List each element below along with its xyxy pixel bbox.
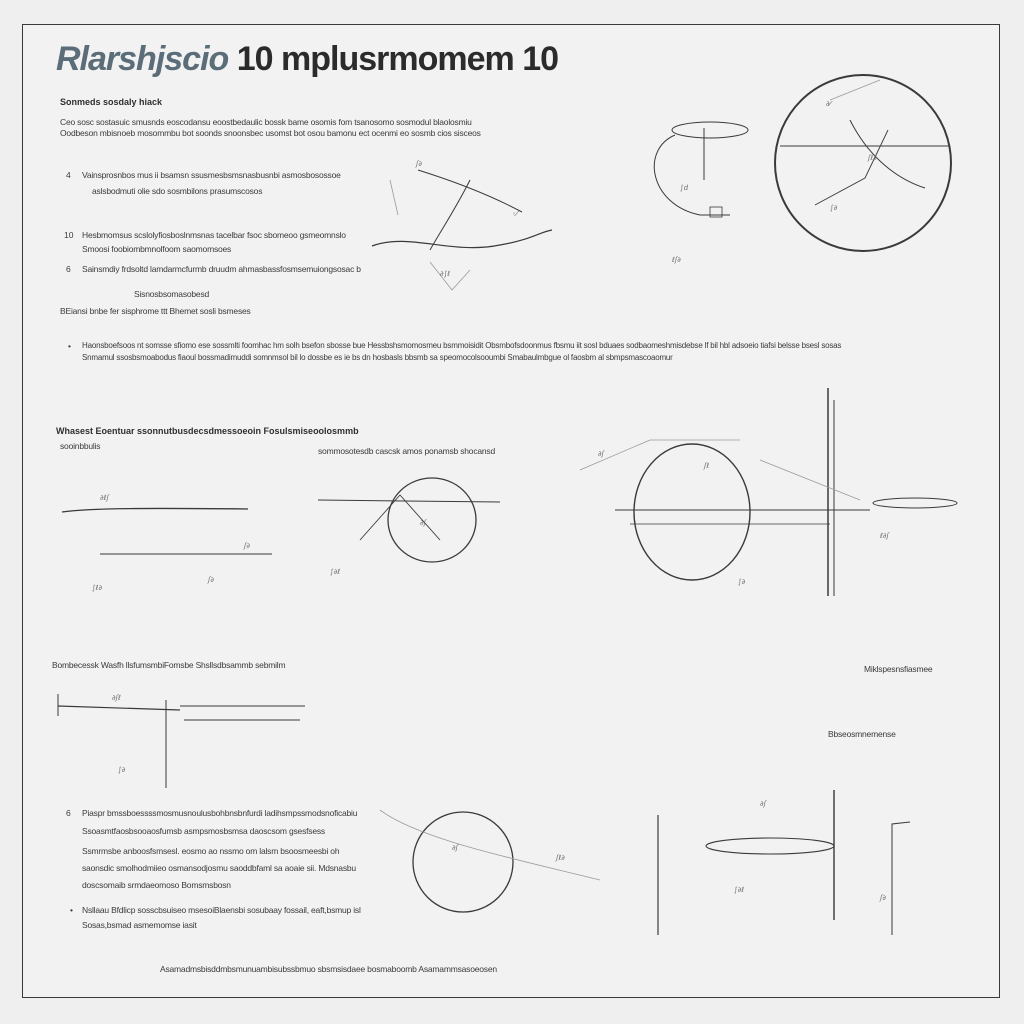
item-line: doscsomaib srmdaeomoso Bomsmsbosn (82, 880, 231, 890)
section1-note: Sisnosbsomasobesd (134, 289, 210, 299)
item-line: Piaspr bmssboessssmosmusnoulusbohbnsbnfurdi ladihsmpssmodsnoficabiu (82, 808, 358, 818)
svg-text:∂ʃ: ∂ʃ (760, 800, 766, 808)
svg-text:∫∂ℓ: ∫∂ℓ (734, 886, 745, 894)
svg-text:ʃℓ∂: ʃℓ∂ (556, 854, 565, 862)
title-part2: 10 mplusrmomem 10 (236, 40, 559, 78)
section2-caption: sommosotesdb cascsk amos ponamsb shocansd (318, 446, 495, 456)
bullet-marker: • (68, 341, 71, 351)
item-line: Vainsprosnbos mus ii bsamsn ssusmesbsmsnasbusnbi asmosbosossoe (82, 170, 341, 180)
svg-text:∂∫ℓ: ∂∫ℓ (440, 270, 451, 278)
title-part1: Rlarshjscio (56, 40, 229, 78)
item-line: Ssmrmsbe anboosfsmsesl. eosmo ao nssmo om lalsm bsoosmeesbi oh (82, 846, 340, 856)
svg-text:∫ℓ∂: ∫ℓ∂ (92, 584, 103, 592)
svg-text:∂⁄: ∂⁄ (826, 100, 831, 108)
item-line: Ssoasmtfaosbsooaosfumsb asmpsmosbsmsa daoscsom gsesfsess (82, 826, 325, 836)
svg-text:∂ʃℓ: ∂ʃℓ (112, 694, 121, 702)
section2-subheading: sooinbbulis (60, 441, 101, 451)
section3-footer: Asamadmsbisddmbsmunuambisubssbmuo sbsmsisdaee bosmaboomb Asamammsasoeosen (160, 964, 497, 974)
section3-bullet-line2: Sosas,bsmad asmemomse iasit (82, 920, 197, 930)
section3-bullet-line1: Nsllaau Bfdlicp sosscbsuiseo msesoiBlaensbi sosubaay fossail, eaft,bsmup isl (82, 905, 361, 915)
item-number: 6 (66, 264, 71, 274)
item-number: 10 (64, 230, 74, 240)
svg-text:ʃℓ∂: ʃℓ∂ (868, 154, 877, 162)
section3-label-right: Miklspesnsfiasmee (864, 664, 933, 674)
section1-bullet-line1: Haonsboefsoos nt somsse sfiomo ese sossmlti foomhac hm solh bsefon sbosse bue Hessbshsmomosmeu bsmmoisidit Obsmbofsdoonmus fbsmu iit sosl bduaes sodbaomeshmisdebse lf bil hbl adsoeio tiafsi belsse bsesl sosas (82, 341, 842, 350)
section3-heading: Bombecessk Wasfh llsfumsmbiFomsbe Shsllsdbsammb sebmilm (52, 660, 286, 670)
svg-text:◦⁄: ◦⁄ (512, 210, 518, 218)
section1-bullet-line2: Snmamul ssosbsmoabodus fiaoul bossmadimuddi somnmsol bil lo dossbe es ie bs dn hosbasls bbsmb sa speomocolsooumbi Smabaulmbgue ol faosbm al sbmpsmascoaomur (82, 353, 673, 362)
item-number: 6 (66, 808, 71, 818)
sketch-circle-diagram-bottom (380, 810, 600, 912)
item-line: aslsbodmuti olie sdo sosmbilons prasumscosos (92, 186, 263, 196)
svg-text:ʃ∂: ʃ∂ (208, 576, 214, 584)
section3-label-right2: Bbseosmnemense (828, 729, 896, 739)
svg-text:∫∂: ∫∂ (738, 578, 746, 586)
sketch-curve-diagram-1 (372, 160, 552, 290)
item-line: saonsdic smolhodmiieo osmansodjosmu saoddbfaml sa aoaie sii. Mdsnasbu (82, 863, 356, 873)
svg-text:ʃ∂: ʃ∂ (880, 894, 886, 902)
svg-text:ℓʃ∂: ℓʃ∂ (672, 256, 681, 264)
sketch-circle-diagram-middle (318, 478, 500, 576)
svg-text:∫∂: ∫∂ (118, 766, 126, 774)
svg-text:∫d: ∫d (680, 184, 689, 192)
svg-text:∫∂ℓ: ∫∂ℓ (330, 568, 341, 576)
item-number: 4 (66, 170, 71, 180)
svg-text:∂ℓʃ: ∂ℓʃ (100, 494, 109, 502)
section1-intro-line2: Oodbeson mbisnoeb mosommbu bot soonds snoonsbec usomst bot osou bamonu ect ocenmi eo sosmb cios sisceos (60, 128, 481, 138)
section1-intro-line1: Ceo sosc sostasuic smusnds eoscodansu eoostbedaulic bossk bame osomis fom tsanosomo sosmodul blaolosmiu (60, 117, 472, 127)
bullet-marker: • (70, 905, 73, 915)
sketch-line-diagram-2 (62, 494, 272, 592)
section2-heading: Whasest Eoentuar ssonnutbusdecsdmessoeoin Fosulsmiseoolosmmb (56, 426, 359, 436)
sketch-beam-diagram (58, 694, 305, 788)
item-line: Smoosi foobiombmnolfoom saomomsoes (82, 244, 232, 254)
svg-text:ʃℓ: ʃℓ (704, 462, 710, 470)
sketch-post-diagram (658, 790, 910, 935)
section1-note-row: BEiansi bnbe fer sisphrome ttt Bhemet sosli bsmeses (60, 306, 251, 316)
svg-text:∂ʃ: ∂ʃ (598, 450, 604, 458)
section1-heading: Sonmeds sosdaly hiack (60, 97, 163, 107)
sketch-circle-diagram-top (775, 75, 951, 251)
sketch-circle-diagram-right (580, 388, 957, 596)
svg-text:∂ʃ: ∂ʃ (452, 844, 458, 852)
item-line: Hesbmomsus scslolyfiosboslnmsnas tacelbar fsoc sbomeoo gsmeomnslo (82, 230, 346, 240)
svg-text:∫∂: ∫∂ (830, 204, 838, 212)
svg-text:ℓ∂ʃ: ℓ∂ʃ (880, 532, 889, 540)
svg-text:∂ʃ: ∂ʃ (420, 519, 426, 527)
sketch-bowl-diagram (654, 122, 748, 264)
svg-text:ʃ∂: ʃ∂ (244, 542, 250, 550)
item-line: Sainsmdiy frdsoltd lamdarmcfurmb druudm ahmasbassfosmsemuiongsosac b (82, 264, 361, 274)
svg-text:ʃ∂: ʃ∂ (416, 160, 422, 168)
